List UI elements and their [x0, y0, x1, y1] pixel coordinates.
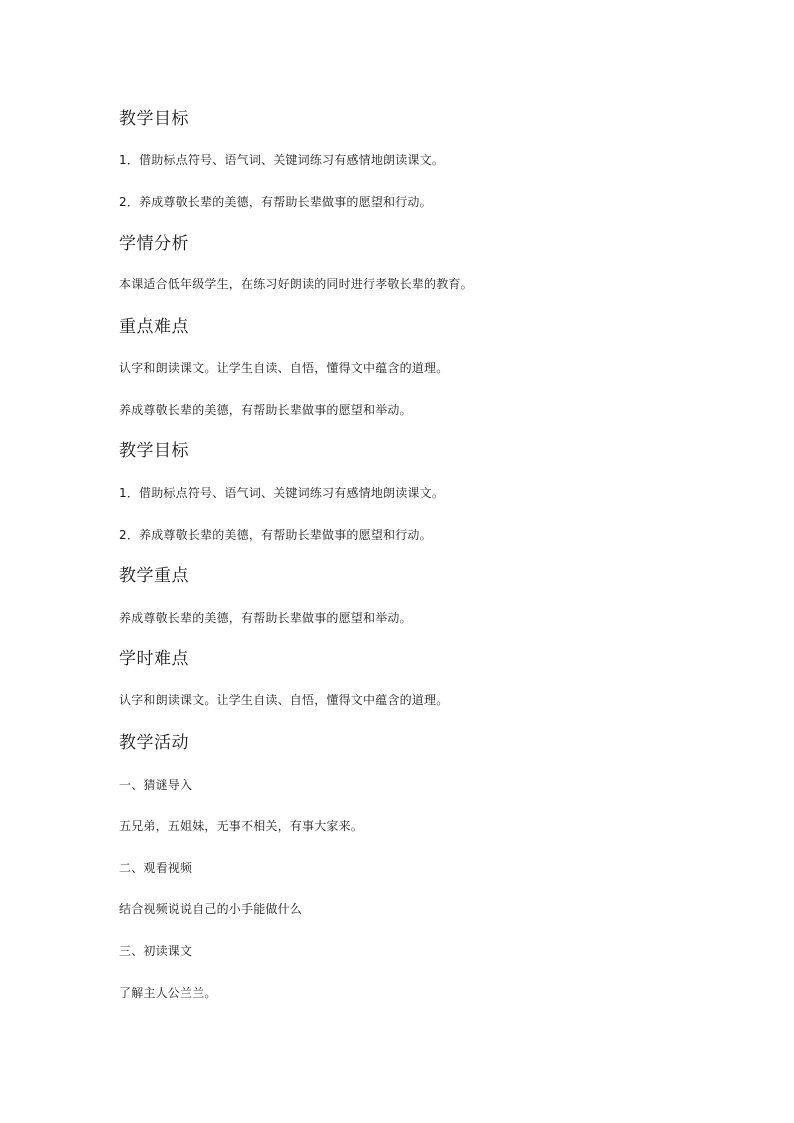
key-difficulty-item-1: 认字和朗读课文。让学生自读、自悟，懂得文中蕴含的道理。	[119, 361, 449, 375]
goal-item-2: 2．养成尊敬长辈的美德，有帮助长辈做事的愿望和行动。	[119, 195, 432, 209]
activity-step-1-title: 一、猜谜导入	[119, 778, 193, 792]
activity-step-2-title: 二、观看视频	[119, 861, 193, 875]
heading-teaching-focus: 教学重点	[119, 566, 189, 586]
activity-step-3-title: 三、初读课文	[119, 944, 193, 958]
heading-key-difficulties: 重点难点	[119, 317, 189, 337]
activity-step-2-text: 结合视频说说自己的小手能做什么	[119, 902, 303, 916]
activity-step-1-text: 五兄弟，五姐妹，无事不相关，有事大家来。	[119, 819, 364, 833]
key-difficulty-item-2: 养成尊敬长辈的美德，有帮助长辈做事的愿望和举动。	[119, 403, 412, 417]
goal-repeat-item-2: 2．养成尊敬长辈的美德，有帮助长辈做事的愿望和行动。	[119, 528, 432, 542]
goal-item-1: 1．借助标点符号、语气词、关键词练习有感情地朗读课文。	[119, 153, 445, 167]
learning-difficulty-text: 认字和朗读课文。让学生自读、自悟，懂得文中蕴含的道理。	[119, 693, 449, 707]
teaching-focus-text: 养成尊敬长辈的美德，有帮助长辈做事的愿望和举动。	[119, 611, 412, 625]
goal-repeat-item-1: 1．借助标点符号、语气词、关键词练习有感情地朗读课文。	[119, 486, 445, 500]
heading-teaching-activities: 教学活动	[119, 733, 189, 753]
heading-student-analysis: 学情分析	[119, 234, 189, 254]
activity-step-3-text: 了解主人公兰兰。	[119, 986, 217, 1000]
heading-learning-difficulty: 学时难点	[119, 649, 189, 669]
heading-teaching-goals: 教学目标	[119, 109, 189, 129]
heading-teaching-goals-repeat: 教学目标	[119, 441, 189, 461]
student-analysis-text: 本课适合低年级学生，在练习好朗读的同时进行孝敬长辈的教育。	[119, 277, 473, 291]
